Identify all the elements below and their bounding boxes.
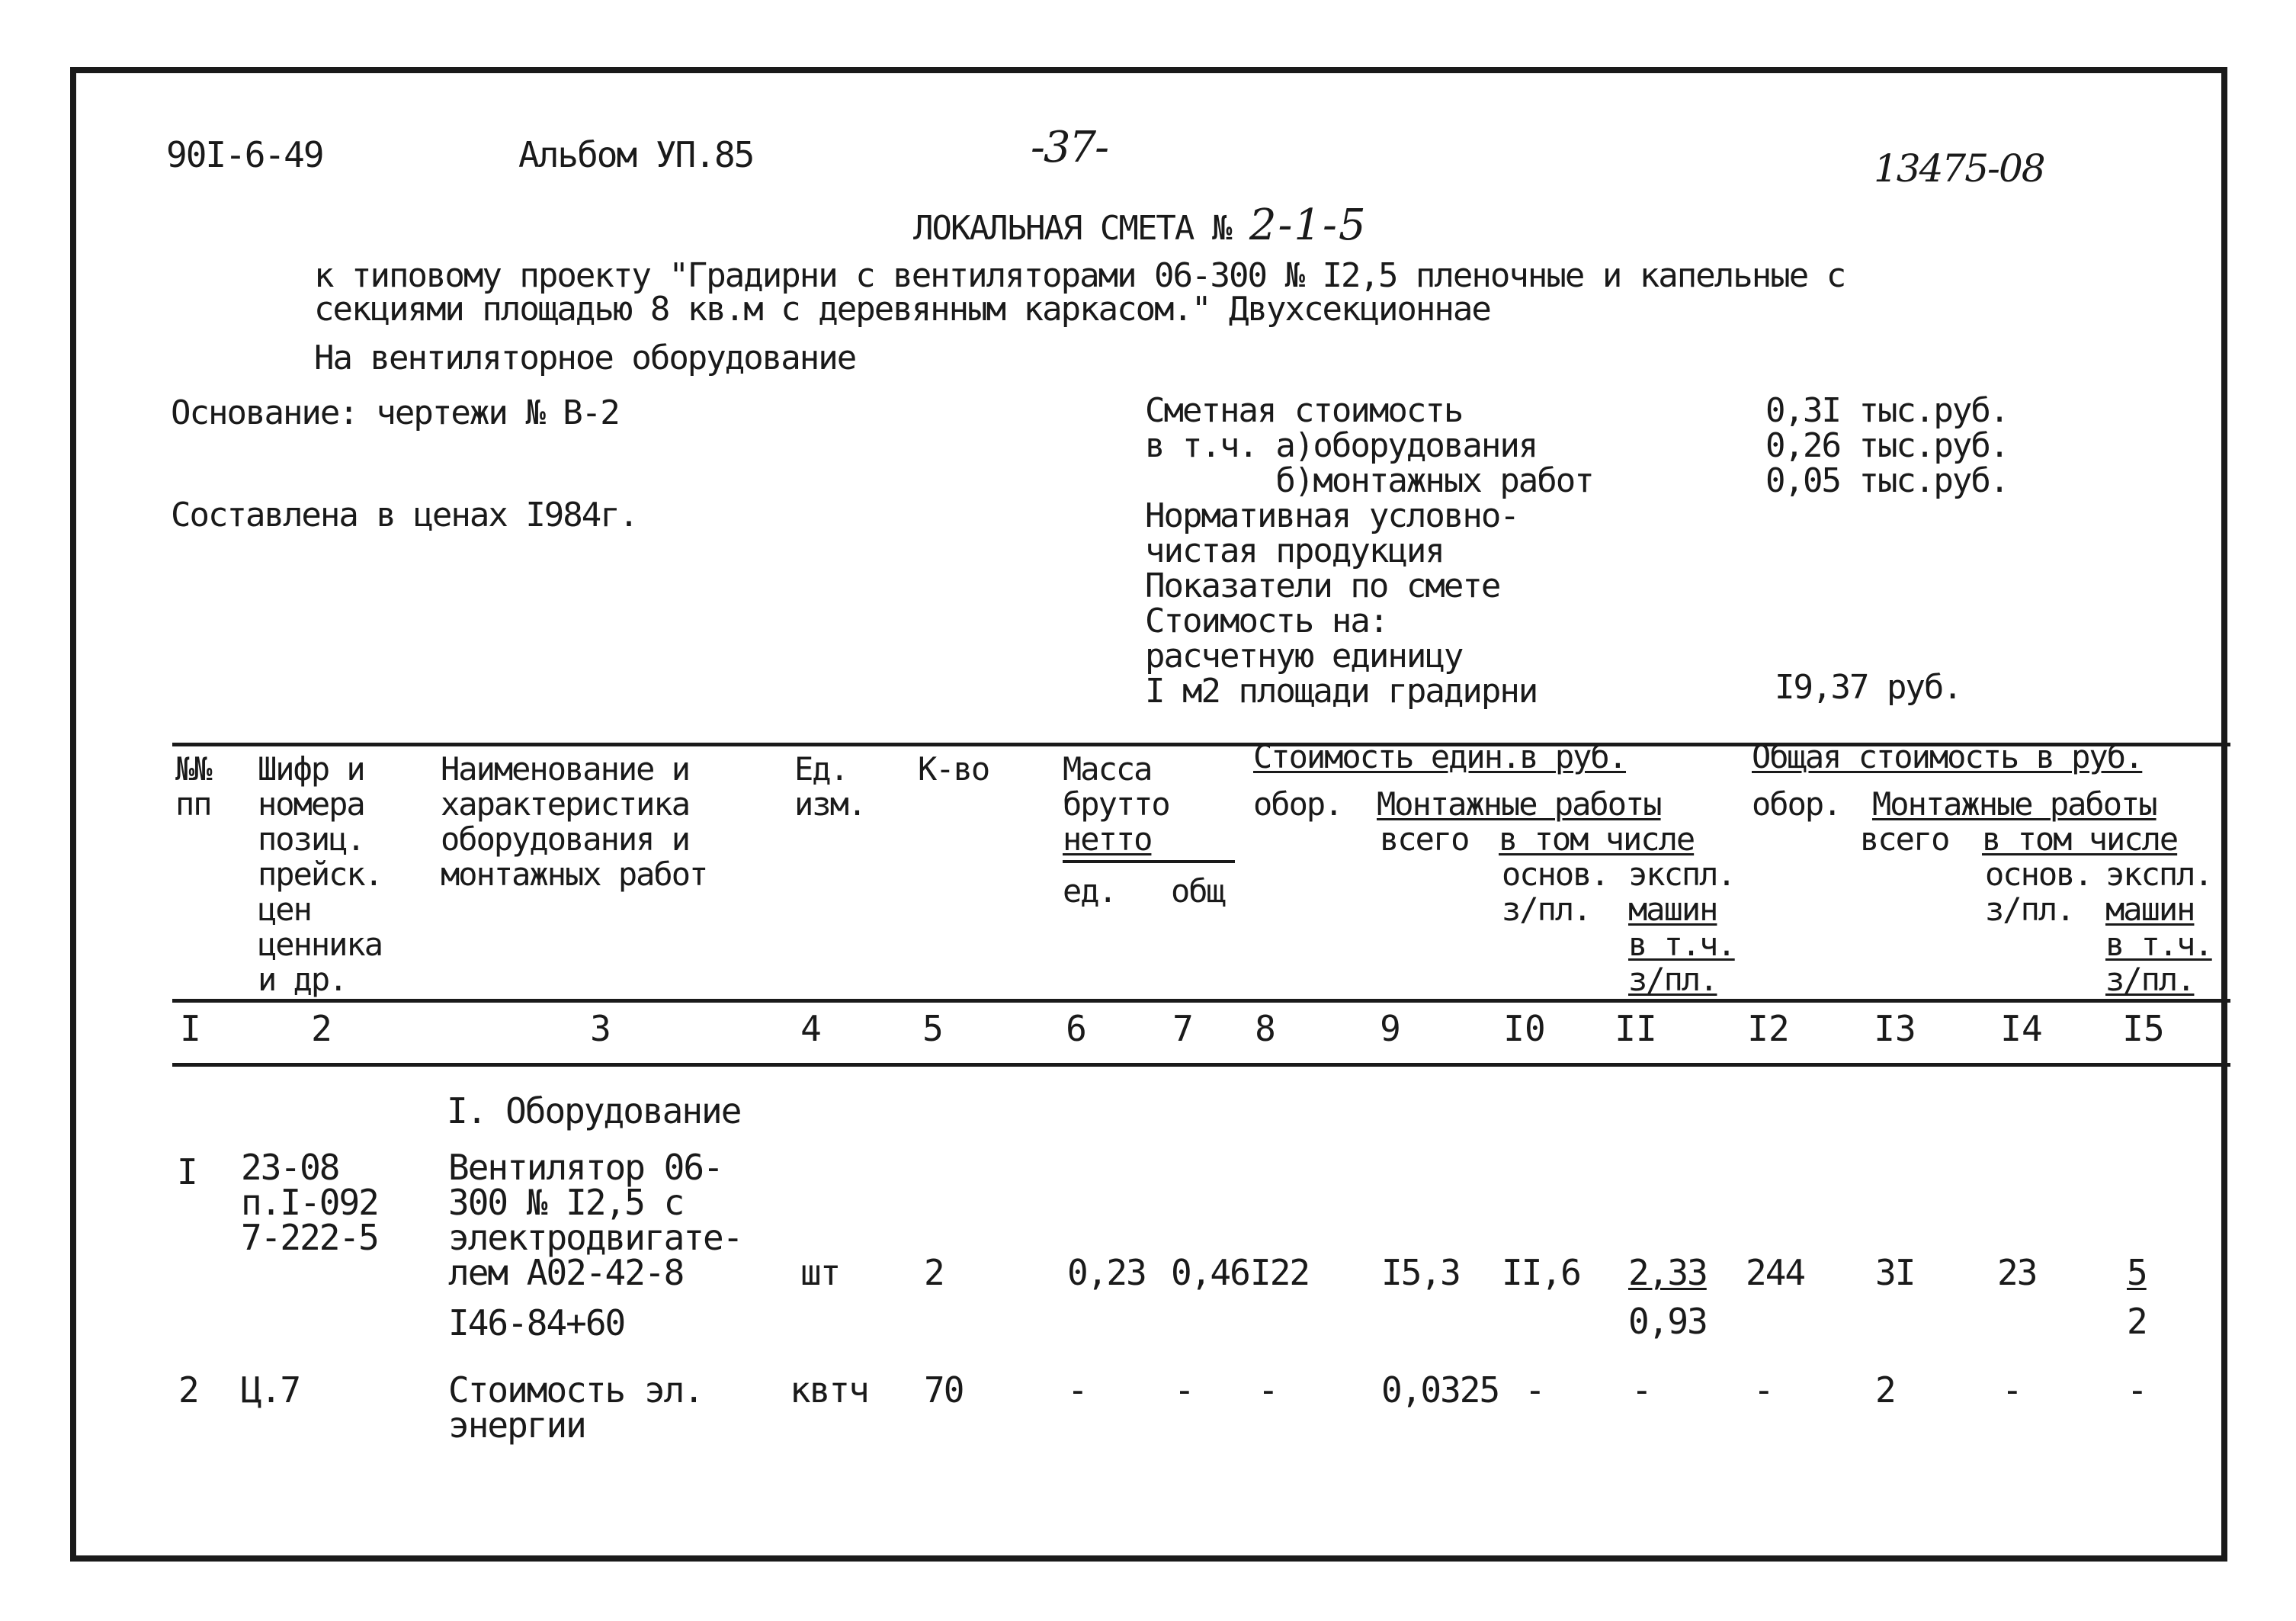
summary-value: 0,26 тыс.руб. xyxy=(1765,426,2009,465)
header-vtom-total-text: в том числе xyxy=(1982,820,2178,858)
header-vtom-total xyxy=(1982,822,2177,857)
header-vtch: в т.ч. xyxy=(2105,926,2212,963)
row2-c9: 0,0325 xyxy=(1381,1369,1499,1411)
summary-unit-value: I9,37 руб. xyxy=(1775,668,1961,707)
summary-line: Показатели по смете xyxy=(1145,567,1500,605)
row1-c11-top-text: 2,33 xyxy=(1628,1252,1707,1293)
row1-mass-unit: 0,23 xyxy=(1067,1252,1146,1293)
header-col-11 xyxy=(1628,857,1735,997)
row1-c15-top xyxy=(2127,1252,2147,1293)
header-montazh-unit-text: Монтажные работы xyxy=(1377,785,1661,823)
row2-c11: - xyxy=(1631,1369,1651,1411)
row2-qty: 70 xyxy=(924,1369,964,1411)
project-code: 90I-6-49 xyxy=(166,134,323,175)
header-col-3: Наименование и характеристика оборудования и монтажных работ xyxy=(441,750,707,893)
row1-num: I xyxy=(177,1151,197,1192)
header-mass-netto-text: нетто xyxy=(1063,820,1152,858)
row2-c8: - xyxy=(1258,1369,1278,1411)
row1-c8: I22 xyxy=(1250,1252,1310,1293)
header-mass-unit: ед. xyxy=(1063,872,1116,910)
row2-code: Ц.7 xyxy=(241,1369,300,1411)
row2-c10: - xyxy=(1525,1369,1544,1411)
row2-mass-unit: - xyxy=(1067,1369,1087,1411)
subtitle-line-1: к типовому проекту "Градирни с вентиляторами 06-300 № I2,5 пленочные и капельные с xyxy=(314,256,1845,295)
header-total-cost-group xyxy=(1752,740,2142,775)
header-vtch: в т.ч. xyxy=(1628,926,1735,963)
column-number: II xyxy=(1615,1008,1657,1049)
header-mass-total: общ xyxy=(1171,872,1224,910)
row2-c14: - xyxy=(2002,1369,2022,1411)
summary-line: расчетную единицу xyxy=(1145,637,1463,676)
row1-qty: 2 xyxy=(924,1252,944,1293)
row2-unit: квтч xyxy=(790,1369,868,1411)
header-col-15 xyxy=(2105,857,2212,997)
header-vtom-unit-text: в том числе xyxy=(1499,820,1695,858)
row1-price-ref: I46-84+60 xyxy=(448,1302,625,1343)
column-number: I5 xyxy=(2122,1008,2165,1049)
summary-labels xyxy=(1145,393,1593,709)
summary-line: Сметная стоимость xyxy=(1145,391,1463,430)
header-col-4: Ед. изм. xyxy=(794,750,866,823)
row1-c10: II,6 xyxy=(1502,1252,1580,1293)
row2-c13: 2 xyxy=(1875,1369,1895,1411)
summary-line: Стоимость на: xyxy=(1145,602,1388,640)
row1-unit: шт xyxy=(800,1252,840,1293)
row2-num: 2 xyxy=(178,1369,198,1411)
column-number: I3 xyxy=(1874,1008,1916,1049)
row2-c12: - xyxy=(1753,1369,1773,1411)
header-zpl: з/пл. xyxy=(2105,961,2195,998)
header-col-9: всего xyxy=(1380,820,1469,858)
column-number: 2 xyxy=(311,1008,332,1049)
column-number: 9 xyxy=(1380,1008,1401,1049)
header-zpl: з/пл. xyxy=(1628,961,1717,998)
header-ekspl: экспл. xyxy=(1628,855,1735,893)
summary-line: I м2 площади градирни xyxy=(1145,672,1538,711)
row1-c15-bottom: 2 xyxy=(2127,1301,2147,1342)
table-header-rule xyxy=(172,999,2230,1003)
summary-value: 0,05 тыс.руб. xyxy=(1765,461,2009,500)
row2-mass-total: - xyxy=(1174,1369,1194,1411)
page-number: -37- xyxy=(1031,123,1108,172)
summary-line: в т.ч. а)оборудования xyxy=(1145,426,1538,465)
summary-line: чистая продукция xyxy=(1145,531,1444,570)
row1-c11-bottom: 0,93 xyxy=(1628,1301,1707,1342)
summary-line: Нормативная условно- xyxy=(1145,496,1518,535)
row1-name: Вентилятор 06- 300 № I2,5 с электродвигате- лем А02-42-8 xyxy=(448,1147,742,1293)
row2-name: Стоимость эл. энергии xyxy=(448,1369,704,1446)
header-col-8: обор. xyxy=(1253,785,1342,823)
row1-c14: 23 xyxy=(1997,1252,2037,1293)
header-col-10: основ. з/пл. xyxy=(1502,855,1608,928)
subtitle-line-2: секциями площадью 8 кв.м с деревянным каркасом." Двухсекционнае xyxy=(314,290,1490,329)
header-mashin: машин xyxy=(2105,891,2195,928)
estimate-title xyxy=(913,201,1368,250)
row1-c15-top-text: 5 xyxy=(2127,1252,2147,1293)
header-total-cost-group-text: Общая стоимость в руб. xyxy=(1752,738,2143,775)
album-label: Альбом УП.85 xyxy=(518,134,754,175)
header-col-2: Шифр и номера позиц. прейск. цен ценника и др. xyxy=(258,750,383,998)
summary-value: 0,3I тыс.руб. xyxy=(1765,391,2009,430)
column-number: 8 xyxy=(1255,1008,1276,1049)
column-number: 6 xyxy=(1066,1008,1087,1049)
header-ekspl: экспл. xyxy=(2105,855,2212,893)
column-number: 4 xyxy=(800,1008,822,1049)
basis-prices: Составлена в ценах I984г. xyxy=(171,496,638,534)
header-col-14: основ. з/пл. xyxy=(1985,855,2092,928)
column-number: I2 xyxy=(1747,1008,1790,1049)
row1-c9: I5,3 xyxy=(1381,1252,1460,1293)
mass-divider xyxy=(1063,860,1235,863)
row1-code: 23-08 п.I-092 7-222-5 xyxy=(241,1147,378,1258)
header-montazh-unit xyxy=(1377,787,1661,822)
header-montazh-total xyxy=(1872,787,2157,822)
header-mass-netto xyxy=(1063,822,1151,857)
header-col-1: №№ пп xyxy=(175,750,211,823)
header-mashin: машин xyxy=(1628,891,1717,928)
header-unit-cost-group xyxy=(1253,740,1626,775)
header-col-13: всего xyxy=(1860,820,1949,858)
summary-values xyxy=(1765,393,2008,499)
row1-mass-total: 0,46 xyxy=(1171,1252,1249,1293)
header-col-12: обор. xyxy=(1752,785,1841,823)
header-mass: Масса брутто xyxy=(1063,750,1169,823)
header-montazh-total-text: Монтажные работы xyxy=(1872,785,2157,823)
summary-line: б)монтажных работ xyxy=(1145,461,1593,500)
row1-c11-top xyxy=(1628,1252,1707,1293)
subtitle-line-3: На вентиляторное оборудование xyxy=(314,339,856,377)
column-number: 3 xyxy=(590,1008,611,1049)
column-number: I xyxy=(180,1008,201,1049)
basis-drawings: Основание: чертежи № В-2 xyxy=(171,393,619,432)
column-numbers-rule xyxy=(172,1063,2230,1067)
row1-c12: 244 xyxy=(1746,1252,1805,1293)
estimate-number: 2-1-5 xyxy=(1249,201,1368,250)
column-number: I4 xyxy=(2000,1008,2043,1049)
header-col-5: К-во xyxy=(918,750,989,788)
section-heading: I. Оборудование xyxy=(447,1090,741,1131)
header-vtom-unit xyxy=(1499,822,1694,857)
estimate-title-prefix: ЛОКАЛЬНАЯ СМЕТА № xyxy=(913,209,1231,248)
header-unit-cost-group-text: Стоимость един.в руб. xyxy=(1253,738,1627,775)
archive-number: 13475-08 xyxy=(1874,146,2044,191)
row1-c13: 3I xyxy=(1875,1252,1915,1293)
column-number: 7 xyxy=(1172,1008,1194,1049)
column-number: 5 xyxy=(922,1008,944,1049)
column-number: I0 xyxy=(1503,1008,1546,1049)
row2-c15: - xyxy=(2127,1369,2147,1411)
